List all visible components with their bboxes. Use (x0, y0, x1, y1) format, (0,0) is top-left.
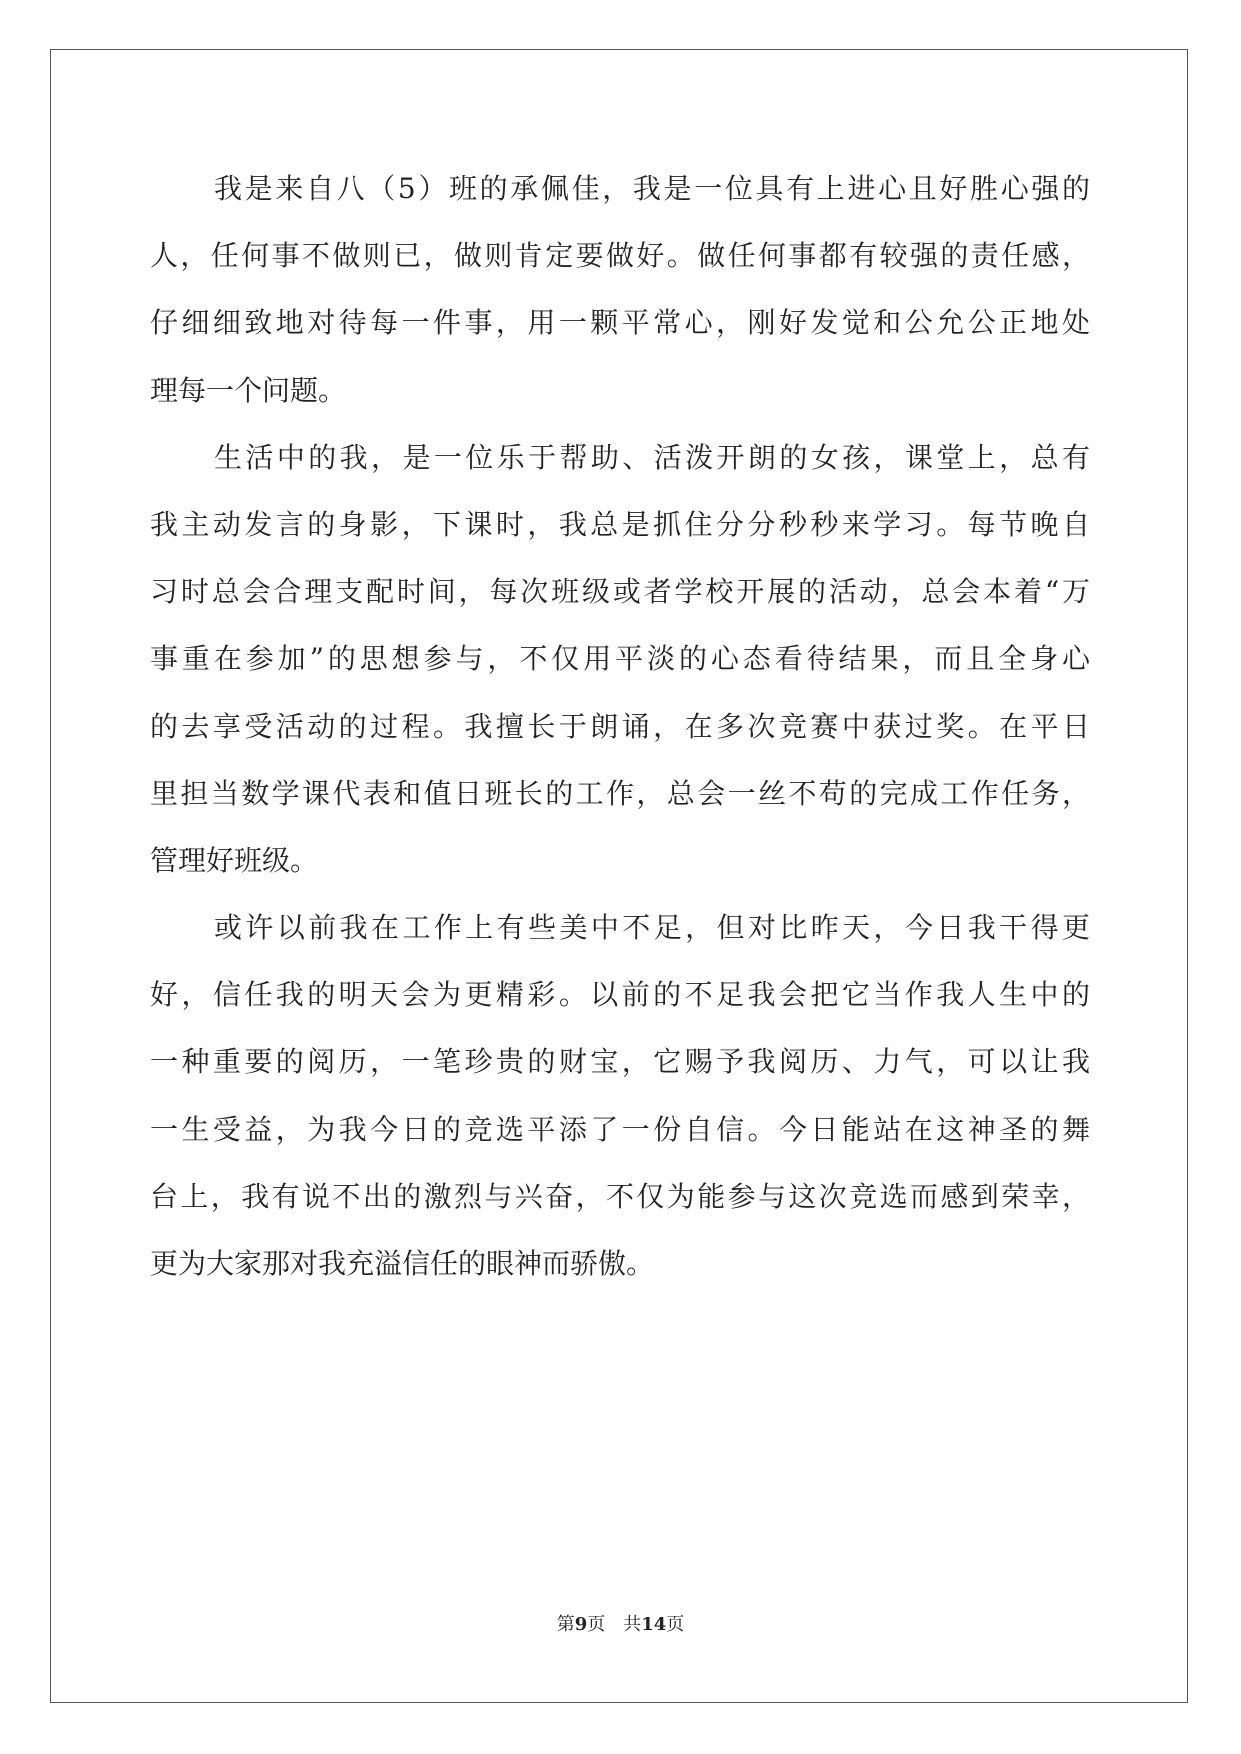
paragraph-3-line-3: 一种重要的阅历，一笔珍贵的财宝，它赐予我阅历、力气，可以让我 (150, 1045, 1090, 1079)
paragraph-2-line-6: 里担当数学课代表和值日班长的工作，总会一丝不苟的完成工作任务， (150, 776, 1090, 810)
paragraph-1-line-2: 人，任何事不做则已，做则肯定要做好。做任何事都有较强的责任感， (150, 239, 1090, 273)
paragraph-2-line-3: 习时总会合理支配时间，每次班级或者学校开展的活动，总会本着“万 (150, 575, 1090, 609)
total-prefix: 共 (623, 1614, 642, 1635)
paragraph-3-line-1: 或许以前我在工作上有些美中不足，但对比昨天，今日我干得更 (214, 911, 1090, 945)
paragraph-2-line-4: 事重在参加”的思想参与，不仅用平淡的心态看待结果，而且全身心 (150, 642, 1090, 676)
page-footer (0, 1610, 1241, 1636)
page-prefix: 第 (556, 1614, 575, 1635)
page-suffix: 页 (587, 1614, 606, 1635)
page-number: 9 (574, 1614, 588, 1635)
paragraph-2-line-1: 生活中的我，是一位乐于帮助、活泼开朗的女孩，课堂上，总有 (214, 440, 1090, 474)
paragraph-3-line-2: 好，信任我的明天会为更精彩。以前的不足我会把它当作我人生中的 (150, 978, 1090, 1012)
paragraph-1-line-4: 理每一个问题。 (150, 373, 347, 407)
paragraph-3-line-6: 更为大家那对我充溢信任的眼神而骄傲。 (150, 1247, 655, 1280)
paragraph-1-line-1: 我是来自八（5）班的承佩佳，我是一位具有上进心且好胜心强的 (214, 172, 1090, 205)
paragraph-2-line-2: 我主动发言的身影，下课时，我总是抓住分分秒秒来学习。每节晚自 (150, 507, 1090, 541)
paragraph-2-line-5: 的去享受活动的过程。我擅长于朗诵，在多次竞赛中获过奖。在平日 (150, 709, 1090, 743)
document-body (150, 155, 1090, 1297)
total-pages: 14 (641, 1614, 667, 1635)
total-suffix: 页 (666, 1614, 685, 1635)
paragraph-1-line-3: 仔细细致地对待每一件事，用一颗平常心，刚好发觉和公允公正地处 (150, 306, 1090, 340)
paragraph-2-line-7: 管理好班级。 (150, 843, 319, 877)
paragraph-3-line-5: 台上，我有说不出的激烈与兴奋，不仅为能参与这次竞选而感到荣幸， (150, 1179, 1090, 1213)
paragraph-3-line-4: 一生受益，为我今日的竞选平添了一份自信。今日能站在这神圣的舞 (150, 1112, 1090, 1146)
